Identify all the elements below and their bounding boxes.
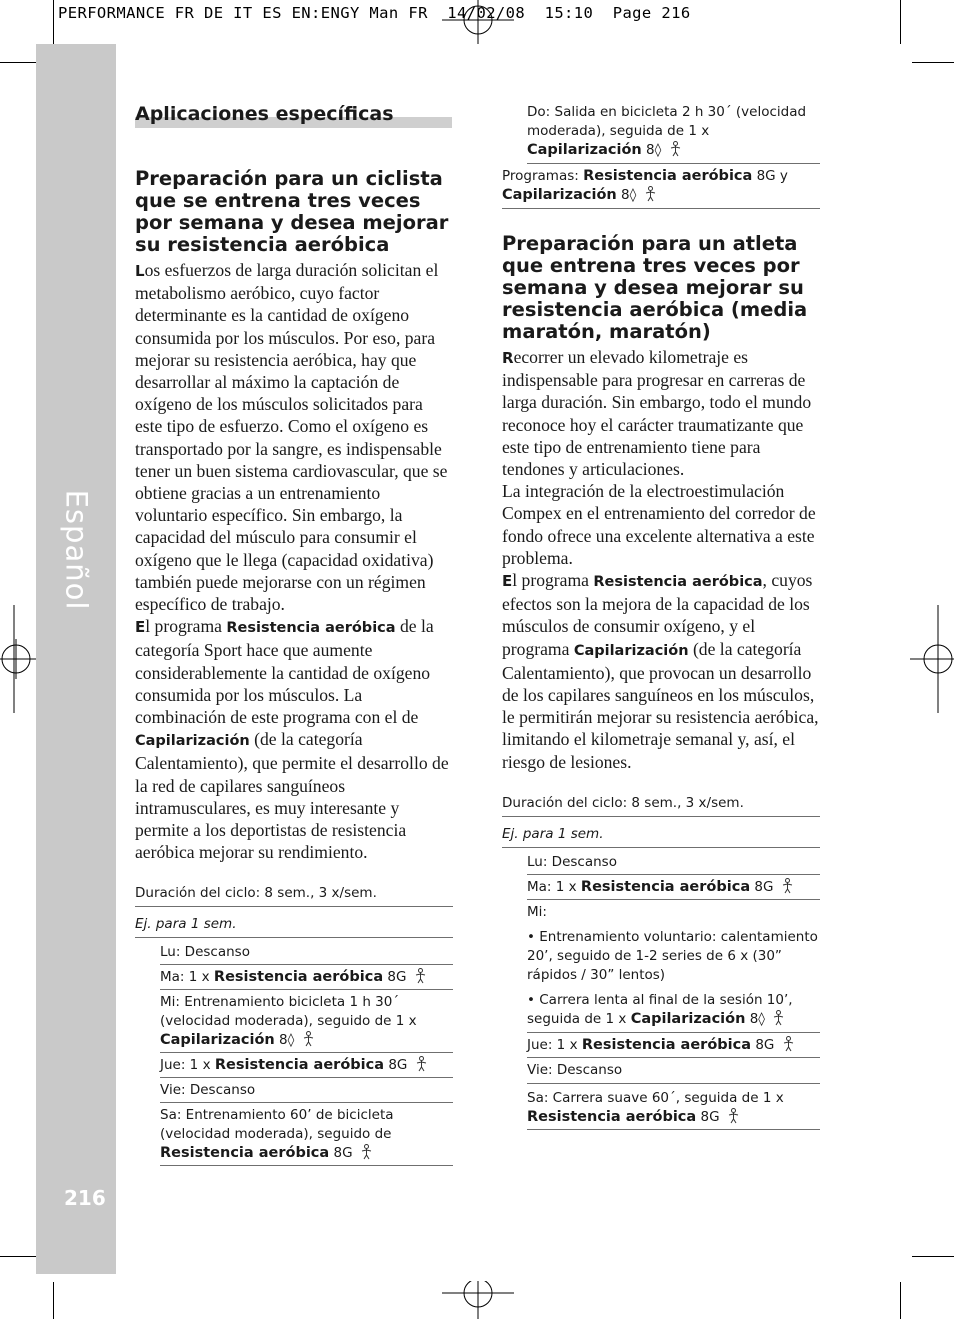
language-label: Español <box>59 489 94 611</box>
crop-mark <box>53 0 54 44</box>
schedule-row-monday: Lu: Descanso <box>527 848 820 875</box>
athlete-paragraph-3: El programa Resistencia aeróbica, cuyos efectos son la mejora de la capacidad de los músculos de consumir oxígeno, y el programa Capilarización (de la categoría Calentamiento), que provocan un desarrollo de los capilares sanguíneos en los músculos, le permitirán mejorar su resistencia aeróbica, limitando el kilometraje semanal y, así, el riesgo de lesiones. <box>502 570 819 772</box>
schedule-row-tuesday: Ma: 1 x Resistencia aeróbica 8G <box>527 875 820 900</box>
crop-mark <box>0 62 36 63</box>
wednesday-bullet-1: • Entrenamiento voluntario: calentamiento 20’, seguido de 1-2 series de 6 x (30” rápidos / 30” lentos) <box>527 928 818 983</box>
crop-mark <box>53 1282 54 1319</box>
crop-mark <box>912 1256 954 1257</box>
intensity-figure-icon <box>781 878 794 894</box>
wednesday-label: Mi: <box>527 903 547 920</box>
schedule-row-monday: Lu: Descanso <box>160 938 453 965</box>
crop-mark <box>912 62 954 63</box>
page-number: 216 <box>64 1186 106 1210</box>
athlete-heading: Preparación para un atleta que entrena tres veces por semana y desea mejorar su resistencia aeróbica (media maratón, maratón) <box>502 232 808 343</box>
cycle-duration: Duración del ciclo: 8 sem., 3 x/sem. <box>502 794 820 817</box>
athlete-schedule <box>527 848 820 1130</box>
cyclist-paragraph-1: Los esfuerzos de larga duración solicitan el metabolismo aeróbico, cuyo factor determinante es la cantidad de oxígeno consumida por los músculos. Por eso, para mejorar su resistencia aeróbica, hay que desarrollar al máximo la captación de oxígeno de los músculos solicitados para este tipo de esfuerzo. Como el oxígeno es transportado por la sangre, es indispensable tener un buen sistema cardiovascular, que se obtiene gracias a un entrenamiento voluntario específico. Sin embargo, la capacidad del músculo para consumir el oxígeno que le llega (capacidad oxidativa) también puede mejorarse con un régimen específico de trabajo. <box>135 260 448 615</box>
crop-mark <box>900 0 901 44</box>
example-week-label: Ej. para 1 sem. <box>135 907 453 938</box>
intensity-figure-icon <box>414 968 427 984</box>
intensity-figure-icon <box>772 1010 785 1026</box>
intensity-figure-icon <box>360 1144 373 1160</box>
example-week-label: Ej. para 1 sem. <box>502 817 820 848</box>
schedule-row-saturday: Sa: Entrenamiento 60’ de bicicleta (velocidad moderada), seguido de Resistencia aeróbica 8G <box>160 1103 453 1166</box>
cyclist-schedule-continued <box>527 103 820 164</box>
athlete-paragraph-2: La integración de la electroestimulación Compex en el entrenamiento del corredor de fondo ofrece una excelente alternativa a este problema. <box>502 481 816 568</box>
schedule-row-thursday: Jue: 1 x Resistencia aeróbica 8G <box>527 1033 820 1058</box>
athlete-paragraph-1: Recorrer un elevado kilometraje es indispensable para progresar en carreras de larga duración. Sin embargo, todo el mundo reconoce hoy el carácter traumatizante que este tipo de entrenamiento tiene para tendones y articulaciones. <box>502 347 812 480</box>
crop-mark <box>0 1256 36 1257</box>
schedule-row-friday: Vie: Descanso <box>160 1078 453 1103</box>
schedule-row-tuesday: Ma: 1 x Resistencia aeróbica 8G <box>160 965 453 990</box>
cycle-duration: Duración del ciclo: 8 sem., 3 x/sem. <box>135 884 453 907</box>
left-column <box>135 103 453 1166</box>
section-title: Aplicaciones específicas <box>135 103 453 125</box>
right-column <box>502 103 820 1130</box>
registration-mark-right <box>910 605 954 713</box>
intensity-figure-icon <box>302 1031 315 1047</box>
crop-mark <box>900 1282 901 1319</box>
intensity-figure-icon <box>782 1036 795 1052</box>
intensity-figure-icon <box>669 141 682 157</box>
schedule-row-friday: Vie: Descanso <box>527 1058 820 1084</box>
intensity-figure-icon <box>644 186 657 202</box>
schedule-row-sunday: Do: Salida en bicicleta 2 h 30´ (velocidad moderada), seguida de 1 x Capilarización 8◊ <box>527 103 820 164</box>
cyclist-heading: Preparación para un ciclista que se entrena tres veces por semana y desea mejorar su resistencia aeróbica <box>135 167 449 256</box>
print-header: PERFORMANCE FR DE IT ES EN:ENGY Man FR 14/02/08 15:10 Page 216 <box>58 4 691 22</box>
wednesday-bullet-2: • Carrera lenta al final de la sesión 10’, seguida de 1 x Capilarización 8◊ <box>527 991 793 1027</box>
cyclist-paragraph-2: El programa Resistencia aeróbica de la categoría Sport hace que aumente considerablemente la cantidad de oxígeno consumida por los músculos. La combinación de este programa con el de Capilarización (de la categoría Calentamiento), que permite el desarrollo de la red de capilares sanguíneos intramusculares, es muy interesante y permite a los deportistas de resistencia aeróbica mejorar su rendimiento. <box>135 616 449 863</box>
sidebar-band <box>36 44 116 1274</box>
schedule-row-wednesday: Mi: Entrenamiento bicicleta 1 h 30´ (velocidad moderada), seguido de 1 x Capilarización 8◊ <box>160 990 453 1053</box>
schedule-row-saturday: Sa: Carrera suave 60´, seguida de 1 x Resistencia aeróbica 8G <box>527 1084 820 1130</box>
registration-mark-bottom <box>442 1276 514 1319</box>
cyclist-schedule <box>160 938 453 1166</box>
programs-line: Programas: Resistencia aeróbica 8G y Capilarización 8◊ <box>502 164 820 209</box>
schedule-row-thursday: Jue: 1 x Resistencia aeróbica 8G <box>160 1053 453 1078</box>
intensity-figure-icon <box>415 1056 428 1072</box>
schedule-row-wednesday <box>527 900 820 1033</box>
intensity-figure-icon <box>727 1108 740 1124</box>
